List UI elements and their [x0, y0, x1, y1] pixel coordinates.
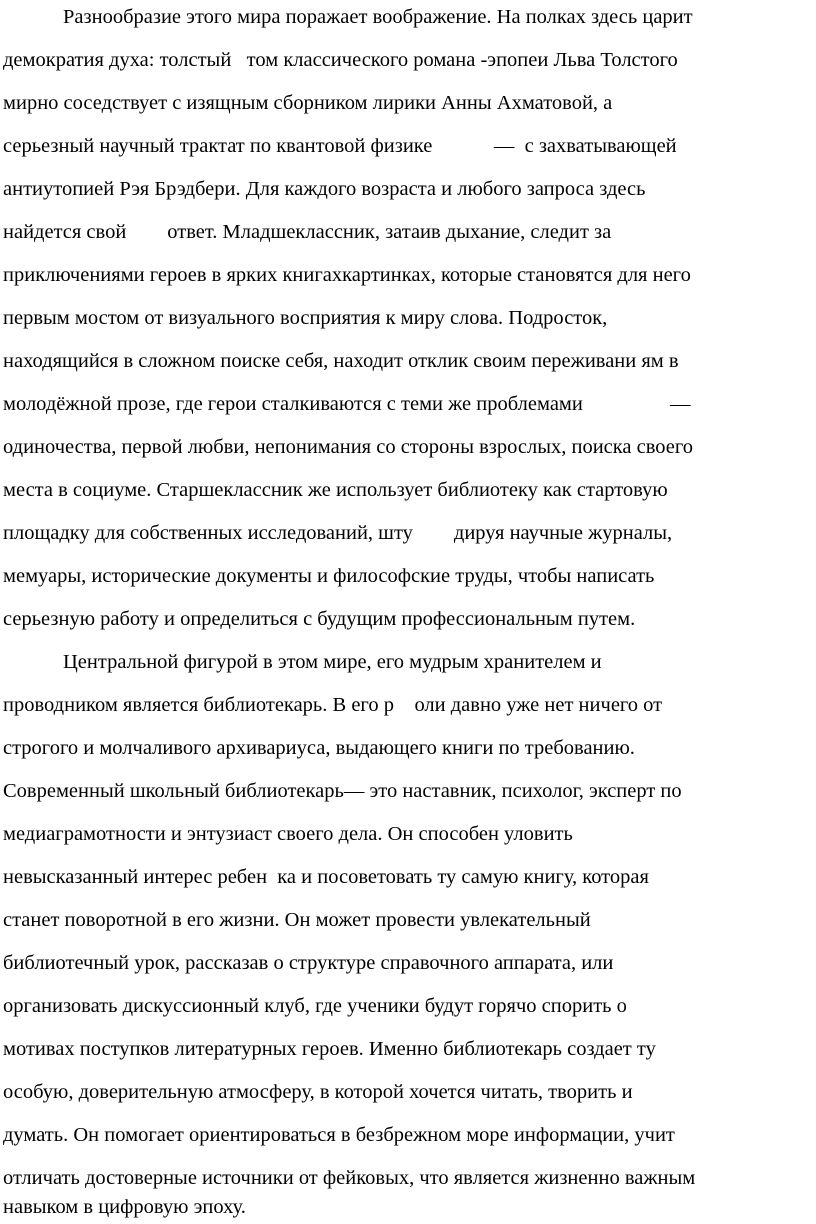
paragraph-1-line: мирно соседствует с изящным сборником лирики Анны Ахматовой, а: [3, 92, 613, 114]
paragraph-1-line: демократия духа: толстый том классического романа -эпопеи Льва Толстого: [3, 49, 678, 71]
paragraph-2-line: организовать дискуссионный клуб, где ученики будут горячо спорить о: [3, 995, 627, 1017]
paragraph-2-line: строгого и молчаливого архивариуса, выдающего книги по требованию.: [3, 737, 635, 759]
paragraph-2-line: невысказанный интерес ребен ка и посоветовать ту самую книгу, которая: [3, 866, 649, 888]
paragraph-1-line: серьезный научный трактат по квантовой физике — с захватывающей: [3, 135, 677, 157]
paragraph-1-line: находящийся в сложном поиске себя, находит отклик своим переживани ям в: [3, 350, 679, 372]
paragraph-2-line: мотивах поступков литературных героев. Именно библиотекарь создает ту: [3, 1038, 656, 1060]
paragraph-1-line: одиночества, первой любви, непонимания со стороны взрослых, поиска своего: [3, 436, 694, 458]
paragraph-1-line: площадку для собственных исследований, шту дируя научные журналы,: [3, 522, 673, 544]
paragraph-1-line: первым мостом от визуального восприятия к миру слова. Подросток,: [3, 307, 608, 329]
paragraph-1-line: мемуары, исторические документы и философские труды, чтобы написать: [3, 565, 655, 587]
paragraph-2-line: медиаграмотности и энтузиаст своего дела. Он способен уловить: [3, 823, 573, 845]
paragraph-1-line: антиутопией Рэя Брэдбери. Для каждого возраста и любого запроса здесь: [3, 178, 646, 200]
paragraph-2-line: Центральной фигурой в этом мире, его мудрым хранителем и: [63, 651, 602, 673]
paragraph-1-line: Разнообразие этого мира поражает воображение. На полках здесь царит: [63, 6, 693, 28]
paragraph-2-line: особую, доверительную атмосферу, в которой хочется читать, творить и: [3, 1081, 633, 1103]
paragraph-2-line: библиотечный урок, рассказав о структуре справочного аппарата, или: [3, 952, 614, 974]
paragraph-1-line: молодёжной прозе, где герои сталкиваются с теми же проблемами —: [3, 393, 691, 415]
paragraph-1-line: места в социуме. Старшеклассник же использует библиотеку как стартовую: [3, 479, 668, 501]
paragraph-1-line: найдется свой ответ. Младшеклассник, затаив дыхание, следит за: [3, 221, 612, 243]
paragraph-1-line: серьезную работу и определиться с будущим профессиональным путем.: [3, 608, 636, 630]
paragraph-2-line: навыком в цифровую эпоху.: [3, 1196, 246, 1218]
paragraph-1-line: приключениями героев в ярких книгахкартинках, которые становятся для него: [3, 264, 691, 286]
paragraph-2-line: станет поворотной в его жизни. Он может провести увлекательный: [3, 909, 591, 931]
paragraph-2-line: проводником является библиотекарь. В его р оли давно уже нет ничего от: [3, 694, 663, 716]
paragraph-2-line: отличать достоверные источники от фейковых, что является жизненно важным: [3, 1167, 696, 1189]
paragraph-2-line: Современный школьный библиотекарь— это наставник, психолог, эксперт по: [3, 780, 682, 802]
paragraph-2-line: думать. Он помогает ориентироваться в безбрежном море информации, учит: [3, 1124, 675, 1146]
